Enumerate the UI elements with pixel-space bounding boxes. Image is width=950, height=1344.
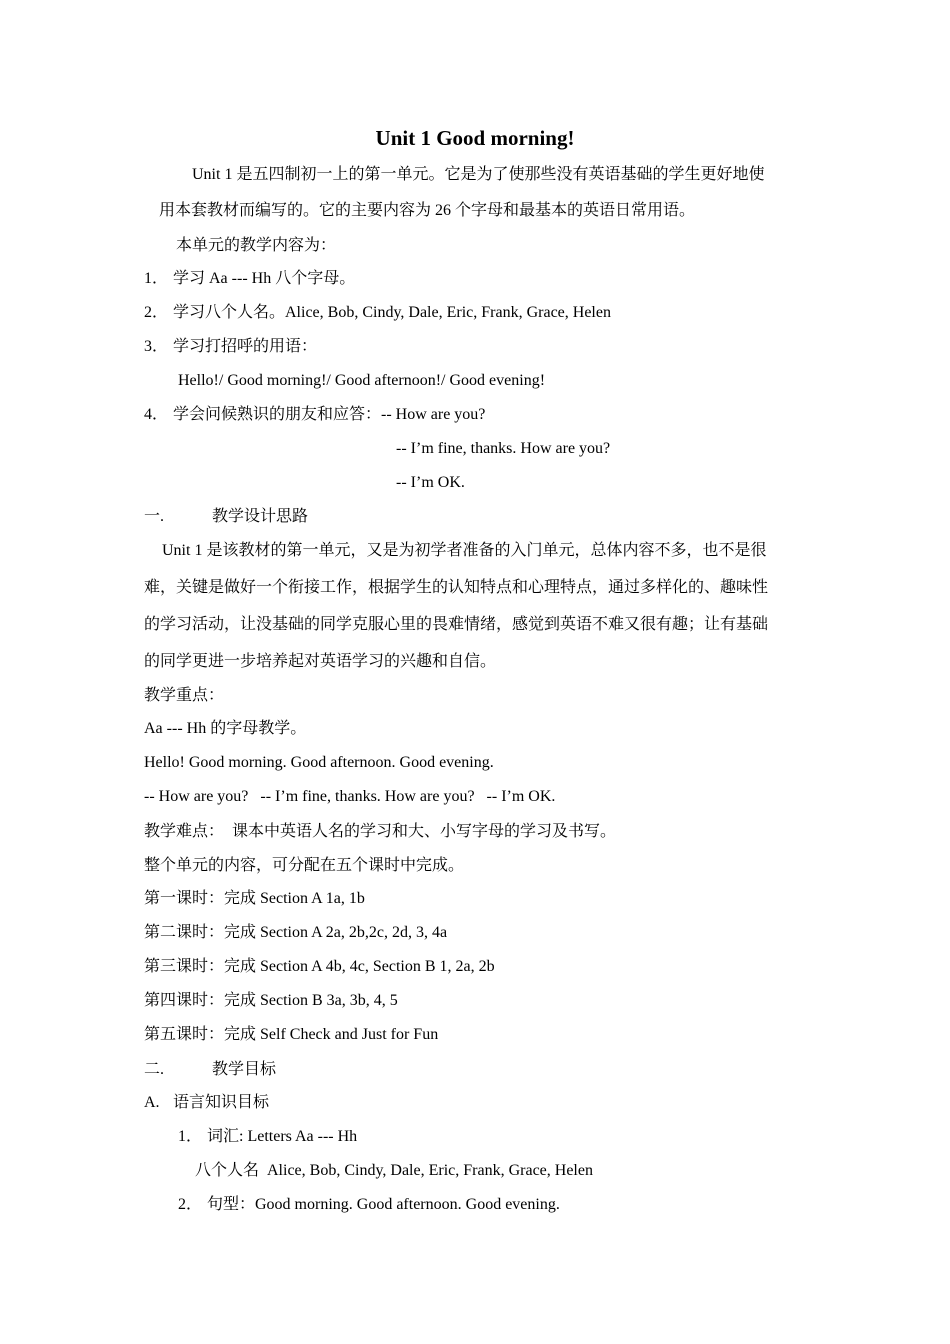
content-heading: 本单元的教学内容为： xyxy=(176,237,337,254)
paragraph-line: 的学习活动，让没基础的同学克服心里的畏难情绪，感觉到英语不难又很有趣；让有基础 xyxy=(144,616,769,633)
list-number: 1． xyxy=(178,1128,203,1145)
lesson-item: 第四课时：完成 Section B 3a, 3b, 4, 5 xyxy=(144,992,398,1009)
paragraph-line: 的同学更进一步培养起对英语学习的兴趣和自信。 xyxy=(144,653,497,670)
lesson-item: 第三课时：完成 Section A 4b, 4c, Section B 1, 2a, 2b xyxy=(144,958,495,975)
section-number: 一. xyxy=(144,508,165,525)
intro-line: Unit 1 是五四制初一上的第一单元。它是为了使那些没有英语基础的学生更好地使 xyxy=(192,166,765,183)
key-points-label: 教学重点： xyxy=(144,687,225,704)
key-point: Hello! Good morning. Good afternoon. Good evening. xyxy=(144,754,494,771)
lesson-item: 第一课时：完成 Section A 1a, 1b xyxy=(144,890,365,907)
list-text: 学习八个人名。Alice, Bob, Cindy, Dale, Eric, Frank, Grace, Helen xyxy=(173,304,611,321)
section-heading xyxy=(144,507,308,527)
intro-line: 用本套教材而编写的。它的主要内容为 26 个字母和最基本的英语日常用语。 xyxy=(159,202,696,219)
list-number: 3． xyxy=(144,338,169,355)
list-number: 2． xyxy=(178,1196,203,1213)
subsection-letter: A. xyxy=(144,1094,160,1111)
key-point: -- How are you? -- I’m fine, thanks. How are you? -- I’m OK. xyxy=(144,788,556,805)
list-text: 学习打招呼的用语： xyxy=(173,338,318,355)
section-title: 教学设计思路 xyxy=(212,508,309,525)
list-item xyxy=(178,1127,357,1147)
difficulty-line: 教学难点： 课本中英语人名的学习和大、小写字母的学习及书写。 xyxy=(144,823,617,840)
paragraph-line: 难，关键是做好一个衔接工作，根据学生的认知特点和心理特点，通过多样化的、趣味性 xyxy=(144,579,769,596)
list-item xyxy=(144,303,611,323)
list-item xyxy=(144,405,485,425)
list-number: 2． xyxy=(144,304,169,321)
list-number: 4． xyxy=(144,406,169,423)
paragraph-line: Unit 1 是该教材的第一单元，又是为初学者准备的入门单元，总体内容不多，也不是很 xyxy=(162,542,767,559)
list-text: 句型：Good morning. Good afternoon. Good evening. xyxy=(207,1196,560,1213)
lesson-item: 第二课时：完成 Section A 2a, 2b,2c, 2d, 3, 4a xyxy=(144,924,448,941)
names-line: 八个人名 Alice, Bob, Cindy, Dale, Eric, Frank, Grace, Helen xyxy=(195,1162,593,1179)
section-number: 二. xyxy=(144,1061,165,1078)
list-text: 学习 Aa --- Hh 八个字母。 xyxy=(173,270,356,287)
list-number: 1． xyxy=(144,270,169,287)
subsection-title: 语言知识目标 xyxy=(173,1094,270,1111)
list-text: 词汇: Letters Aa --- Hh xyxy=(207,1128,358,1145)
section-heading xyxy=(144,1060,276,1080)
list-item xyxy=(144,269,355,289)
key-point: Aa --- Hh 的字母教学。 xyxy=(144,720,307,737)
greetings-line: Hello!/ Good morning!/ Good afternoon!/ Good evening! xyxy=(178,372,546,389)
section-title: 教学目标 xyxy=(212,1061,277,1078)
lesson-item: 第五课时：完成 Self Check and Just for Fun xyxy=(144,1026,439,1043)
list-text: 学会问候熟识的朋友和应答：-- How are you? xyxy=(173,406,486,423)
schedule-intro: 整个单元的内容，可分配在五个课时中完成。 xyxy=(144,857,465,874)
page-title: Unit 1 Good morning! xyxy=(375,126,575,150)
dialogue-line: -- I’m OK. xyxy=(396,474,465,491)
list-item xyxy=(178,1195,560,1215)
list-item xyxy=(144,337,317,357)
subsection-heading xyxy=(144,1093,269,1113)
dialogue-line: -- I’m fine, thanks. How are you? xyxy=(396,440,611,457)
